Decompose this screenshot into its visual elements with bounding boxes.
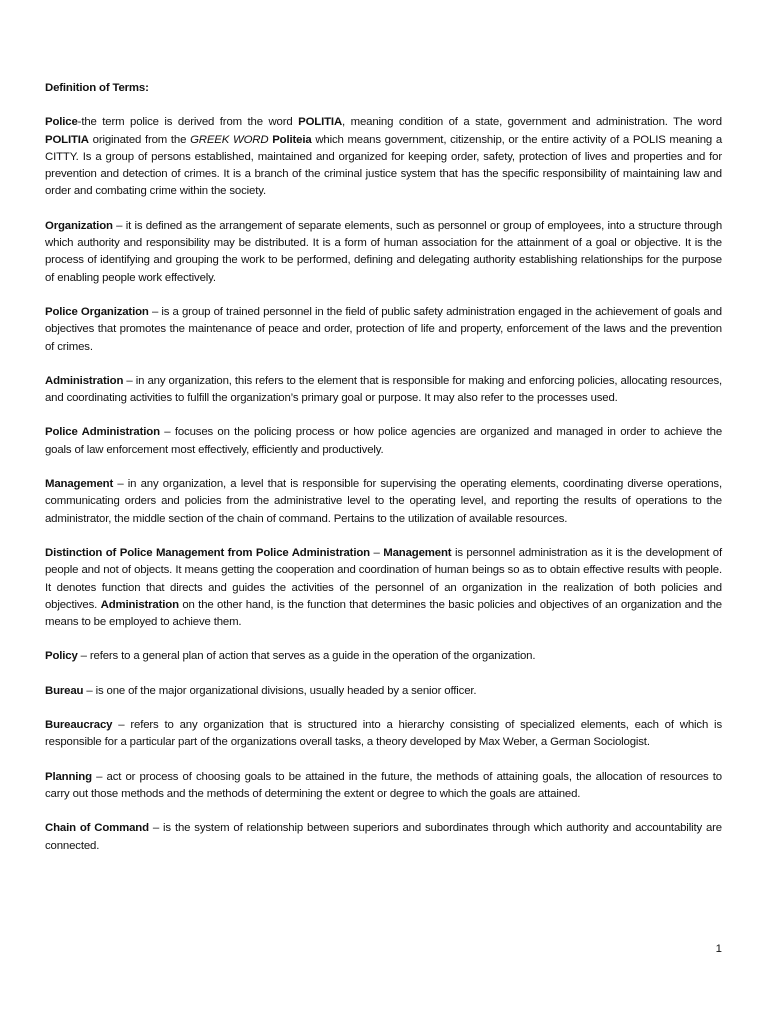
definition-text: on the other hand, is the function that determines the basic policies and objectives of an organization and the means to be employed to achieve them. [45, 598, 722, 629]
definition-separator: – [148, 822, 164, 835]
definition-separator: – [77, 650, 90, 663]
definition-separator: – [112, 219, 126, 232]
definition-term: Bureau [45, 684, 84, 697]
definition-text: is a group of trained personnel in the field of public safety administration engaged in the achievement of goals and objectives that promotes the maintenance of peace and order, protection of life and property, enforcement of the laws and the prevention of crimes. [45, 305, 722, 353]
definition-text: refers to a general plan of action that serves as a guide in the operation of the organization. [89, 650, 536, 663]
definition-term: Management [45, 478, 114, 491]
emphasized-text: Administration [100, 598, 179, 611]
definition-text: , meaning condition of a state, government and administration. The word [342, 116, 722, 129]
definition-entry [45, 717, 722, 752]
definition-separator: – [123, 374, 136, 387]
definition-entry [45, 218, 722, 287]
definition-entry [45, 769, 722, 804]
definition-text: in any organization, this refers to the element that is responsible for making and enforcing policies, allocating resources, and coordinating activities to fulfill the organization’s primary goal or purpose. It may also refer to the processes used. [45, 374, 722, 405]
document-page [45, 80, 722, 872]
definition-text: in any organization, a level that is responsible for supervising the operating elements, coordinating diverse operations, communicating orders and policies from the administrative level to the operating level, and reporting the results of operations to the administrator, the middle section of the chain of command. Pertains to the utilization of available resources. [45, 478, 722, 525]
emphasized-text: POLITIA [45, 133, 89, 146]
definition-term: Planning [45, 770, 92, 783]
definition-separator: – [91, 770, 107, 783]
definition-term: Distinction of Police Management from Police Administration [45, 546, 370, 559]
definition-separator: – [113, 478, 128, 491]
emphasized-text: Management [383, 546, 452, 559]
definition-term: Police Organization [45, 305, 149, 318]
definition-term: Policy [45, 650, 78, 663]
definition-text: the term police is derived from the word [81, 116, 299, 129]
definition-text: focuses on the policing process or how police agencies are organized and managed in order to achieve the goals of law enforcement most effectively, efficiently and productively. [45, 426, 722, 456]
definition-term: Police [45, 116, 78, 129]
definition-entry [45, 648, 722, 665]
definition-separator: – [83, 684, 96, 697]
definition-entry [45, 545, 722, 631]
definition-term: Organization [45, 219, 113, 232]
emphasized-text: Politeia [272, 133, 312, 146]
definition-list [45, 114, 722, 855]
definition-entry [45, 373, 722, 408]
definition-term: Police Administration [45, 426, 160, 439]
definition-separator: - [77, 116, 82, 129]
definition-entry [45, 304, 722, 356]
definition-term: Chain of Command [45, 822, 149, 835]
definition-text: refers to any organization that is structured into a hierarchy consisting of specialized elements, each of which is responsible for a particular part of the organizations overall tasks, a theory developed by Max Weber, a German Sociologist. [45, 719, 722, 749]
definition-separator: – [148, 305, 162, 318]
definition-text: act or process of choosing goals to be attained in the future, the methods of attaining goals, the allocation of resources to carry out those methods and the methods of determining the extent or degree to which the goals are attained. [45, 770, 722, 800]
definition-term: Bureaucracy [45, 719, 113, 732]
definition-separator: – [369, 546, 384, 559]
definition-entry [45, 683, 722, 700]
definition-text: it is defined as the arrangement of separate elements, such as personnel or group of employees, into a structure through which authority and responsibility may be distributed. It is a form of human association for the attainment of a goal or objective. It is the process of identifying and grouping the work to be performed, defining and delegating authority establishing relationships for the purpose of enabling people work effectively. [45, 219, 723, 284]
definition-entry [45, 820, 722, 855]
definition-entry [45, 476, 722, 528]
emphasized-text: POLITIA [298, 116, 343, 129]
definition-text: is personnel administration as it is the development of people and not of objects. It means getting the cooperation and coordination of human beings so as to obtain effective results with people. It denotes function that directs and guides the activities of the personnel of an organization in the realization of both policies and objectives. [45, 546, 722, 611]
page-number: 1 [715, 943, 722, 955]
definition-term: Administration [45, 374, 124, 387]
definition-text: is the system of relationship between superiors and subordinates through which authority and accountability are connected. [45, 822, 722, 852]
definition-text: which means government, citizenship, or the entire activity of a POLIS meaning a CITTY. Is a group of persons established, maintained and organized for keeping order, safety, protection of lives and properties and for prevention and detection of crimes. It is a branch of the criminal justice system that has the specific responsibility of maintaining law and order and combating crime within the society. [45, 133, 723, 198]
definition-separator: – [112, 719, 131, 732]
definition-entry [45, 114, 722, 200]
definition-text: is one of the major organizational divisions, usually headed by a senior officer. [95, 684, 477, 697]
definition-separator: – [159, 426, 175, 439]
definition-text: originated from the [88, 133, 191, 146]
definition-entry [45, 424, 722, 459]
italic-text: GREEK WORD [190, 133, 269, 146]
document-heading: Definition of Terms: [45, 82, 149, 94]
